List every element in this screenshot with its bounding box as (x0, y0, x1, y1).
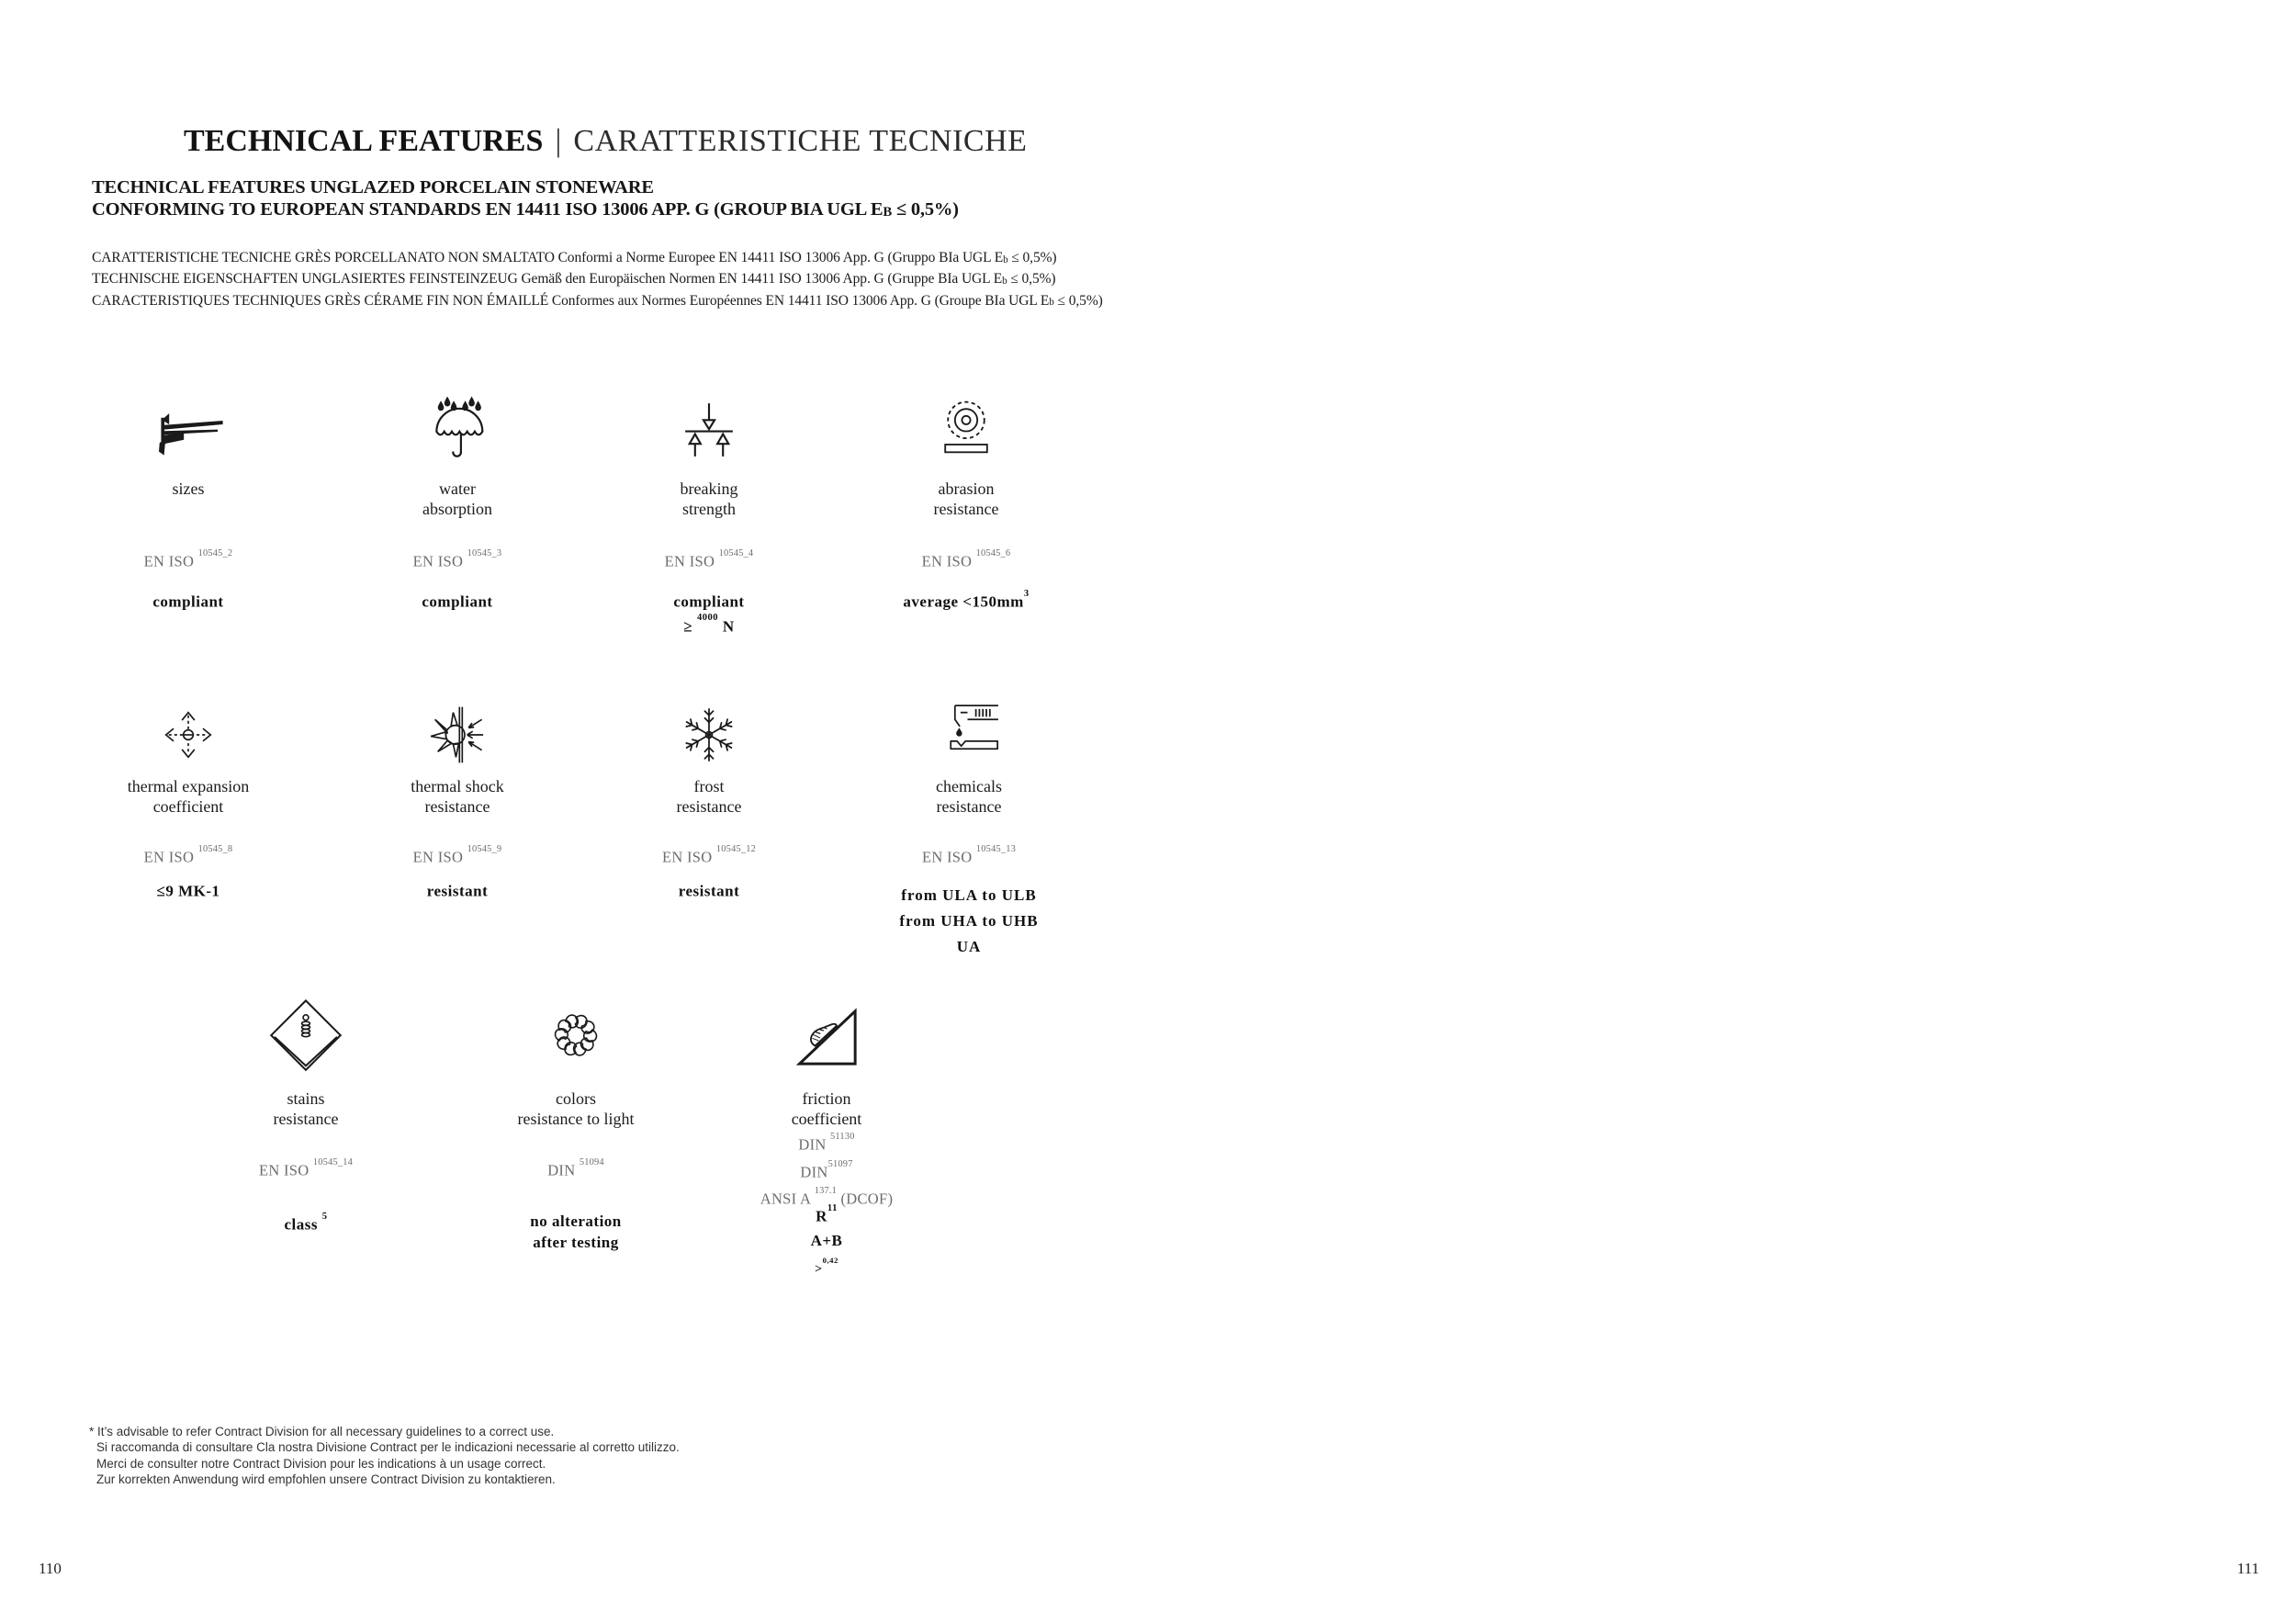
feature-label: friction coefficient (791, 1089, 862, 1128)
feature-label: thermal shock resistance (411, 777, 504, 816)
note-line-en: * It’s advisable to refer Contract Division for all necessary guidelines to a correct use. (89, 1425, 555, 1438)
feature-standard: EN ISO $^{10545\_4}$ (664, 548, 754, 570)
feature-value: from ULA to ULB from UHA to UHB UA (899, 886, 1039, 955)
page-title-left: TECHNICAL FEATURES (184, 124, 544, 158)
feature-water-absorption (320, 395, 595, 707)
light-rosette-icon (438, 994, 714, 1073)
feature-stains-resistance (168, 994, 444, 1306)
feature-label: stains resistance (273, 1089, 339, 1128)
feature-value: $R^{11}$ A+B >$^{0,42}$ (810, 1202, 843, 1277)
feature-standard: EN ISO $^{10545\_13}$ (921, 844, 1017, 866)
feature-label: thermal expansion coefficient (127, 777, 250, 816)
feature-value: class $^5$ (284, 1211, 328, 1234)
page-title (184, 122, 1027, 159)
feature-standard: EN ISO $^{10545\_8}$ (143, 844, 233, 866)
feature-abrasion-resistance (828, 395, 1104, 707)
page-number-right: 111 (2236, 1560, 2259, 1577)
feature-label: colors resistance to light (517, 1089, 635, 1128)
feature-friction-coefficient (689, 994, 964, 1306)
feature-value: no alteration after testing (530, 1212, 622, 1251)
feature-label: chemicals resistance (936, 777, 1002, 816)
note-line-de: Zur korrekten Anwendung wird empfohlen unsere Contract Division zu kontaktieren. (96, 1472, 556, 1486)
feature-sizes (51, 395, 326, 707)
feature-standard: EN ISO $^{10545\_2}$ (143, 548, 233, 570)
feature-standard: EN ISO $^{10545\_9}$ (412, 844, 502, 866)
snowflake-icon (571, 700, 847, 770)
feature-chemicals-resistance (831, 700, 1107, 1012)
acid-drop-icon (831, 700, 1107, 770)
feature-standard: EN ISO $^{10545\_12}$ (661, 844, 757, 866)
feature-colors-light-resistance (438, 994, 714, 1306)
page-title-right: CARATTERISTICHE TECNICHE (573, 124, 1028, 158)
stain-diamond-icon (168, 994, 444, 1078)
contract-division-note (89, 1424, 680, 1487)
feature-standard: DIN $^{51130}$ $DIN^{51097}$ ANSI A $^{137.1}$ (DCOF) (760, 1132, 894, 1208)
feature-value: resistant (426, 882, 489, 900)
feature-value: compliant (152, 592, 224, 611)
page-number-left: 110 (39, 1560, 62, 1577)
feature-value: compliant (422, 592, 493, 611)
feature-value: resistant (678, 882, 740, 900)
feature-value: compliant ≥ $^{4000}$ N (673, 592, 745, 636)
feature-standard: EN ISO $^{10545\_14}$ (258, 1157, 354, 1179)
intl-line-it: CARATTERISTICHE TECNICHE GRÈS PORCELLANATO NON SMALTATO Conformi a Norme Europee EN 14411 ISO 13006 App. G (Gruppo BIa UGL Eb ≤ 0,5%) (92, 250, 1057, 265)
sun-frost-icon (320, 700, 595, 770)
subtitle-line2: CONFORMING TO EUROPEAN STANDARDS EN 14411 ISO 13006 APP. G (GROUP BIA UGL EB ≤ 0,5%) (92, 199, 959, 220)
subtitle-line1: TECHNICAL FEATURES UNGLAZED PORCELAIN STONEWARE (92, 177, 654, 197)
feature-standard: DIN $^{51094}$ (547, 1157, 604, 1179)
breaking-strength-icon (571, 395, 847, 465)
feature-label: sizes (172, 479, 205, 498)
intl-description (92, 248, 1103, 312)
feature-thermal-shock (320, 700, 595, 1012)
feature-standard: EN ISO $^{10545\_3}$ (412, 548, 502, 570)
shoe-ramp-icon (689, 994, 964, 1073)
feature-frost-resistance (571, 700, 847, 1012)
intl-line-fr: CARACTERISTIQUES TECHNIQUES GRÈS CÉRAME FIN NON ÉMAILLÉ Conformes aux Normes Européennes EN 14411 ISO 13006 App. G (Groupe BIa UGL Eb ≤ 0,5%) (92, 292, 1103, 309)
feature-label: frost resistance (676, 777, 742, 816)
caliper-icon (51, 395, 326, 470)
grinding-wheel-icon (828, 395, 1104, 465)
feature-standard: EN ISO $^{10545\_6}$ (921, 548, 1011, 570)
intl-line-de: TECHNISCHE EIGENSCHAFTEN UNGLASIERTES FEINSTEINZEUG Gemäß den Europäischen Normen EN 14411 ISO 13006 App. G (Gruppe BIa UGL Eb ≤ 0,5%) (92, 271, 1056, 288)
title-separator: | (555, 122, 562, 158)
note-line-it: Si raccomanda di consultare Cla nostra Divisione Contract per le indicazioni necessarie al corretto utilizzo. (96, 1440, 680, 1455)
expansion-arrows-icon (51, 700, 326, 770)
subtitle (92, 176, 959, 222)
feature-value: ≤9 MK-1 (156, 882, 220, 900)
feature-breaking-strength (571, 395, 847, 707)
feature-label: breaking strength (680, 479, 738, 518)
feature-value: average $<150mm^3$ (903, 588, 1030, 611)
note-line-fr: Merci de consulter notre Contract Division pour les indications à un usage correct. (96, 1456, 546, 1471)
feature-label: water absorption (422, 479, 492, 518)
feature-thermal-expansion (51, 700, 326, 1012)
feature-label: abrasion resistance (933, 479, 999, 518)
umbrella-rain-icon (320, 395, 595, 467)
